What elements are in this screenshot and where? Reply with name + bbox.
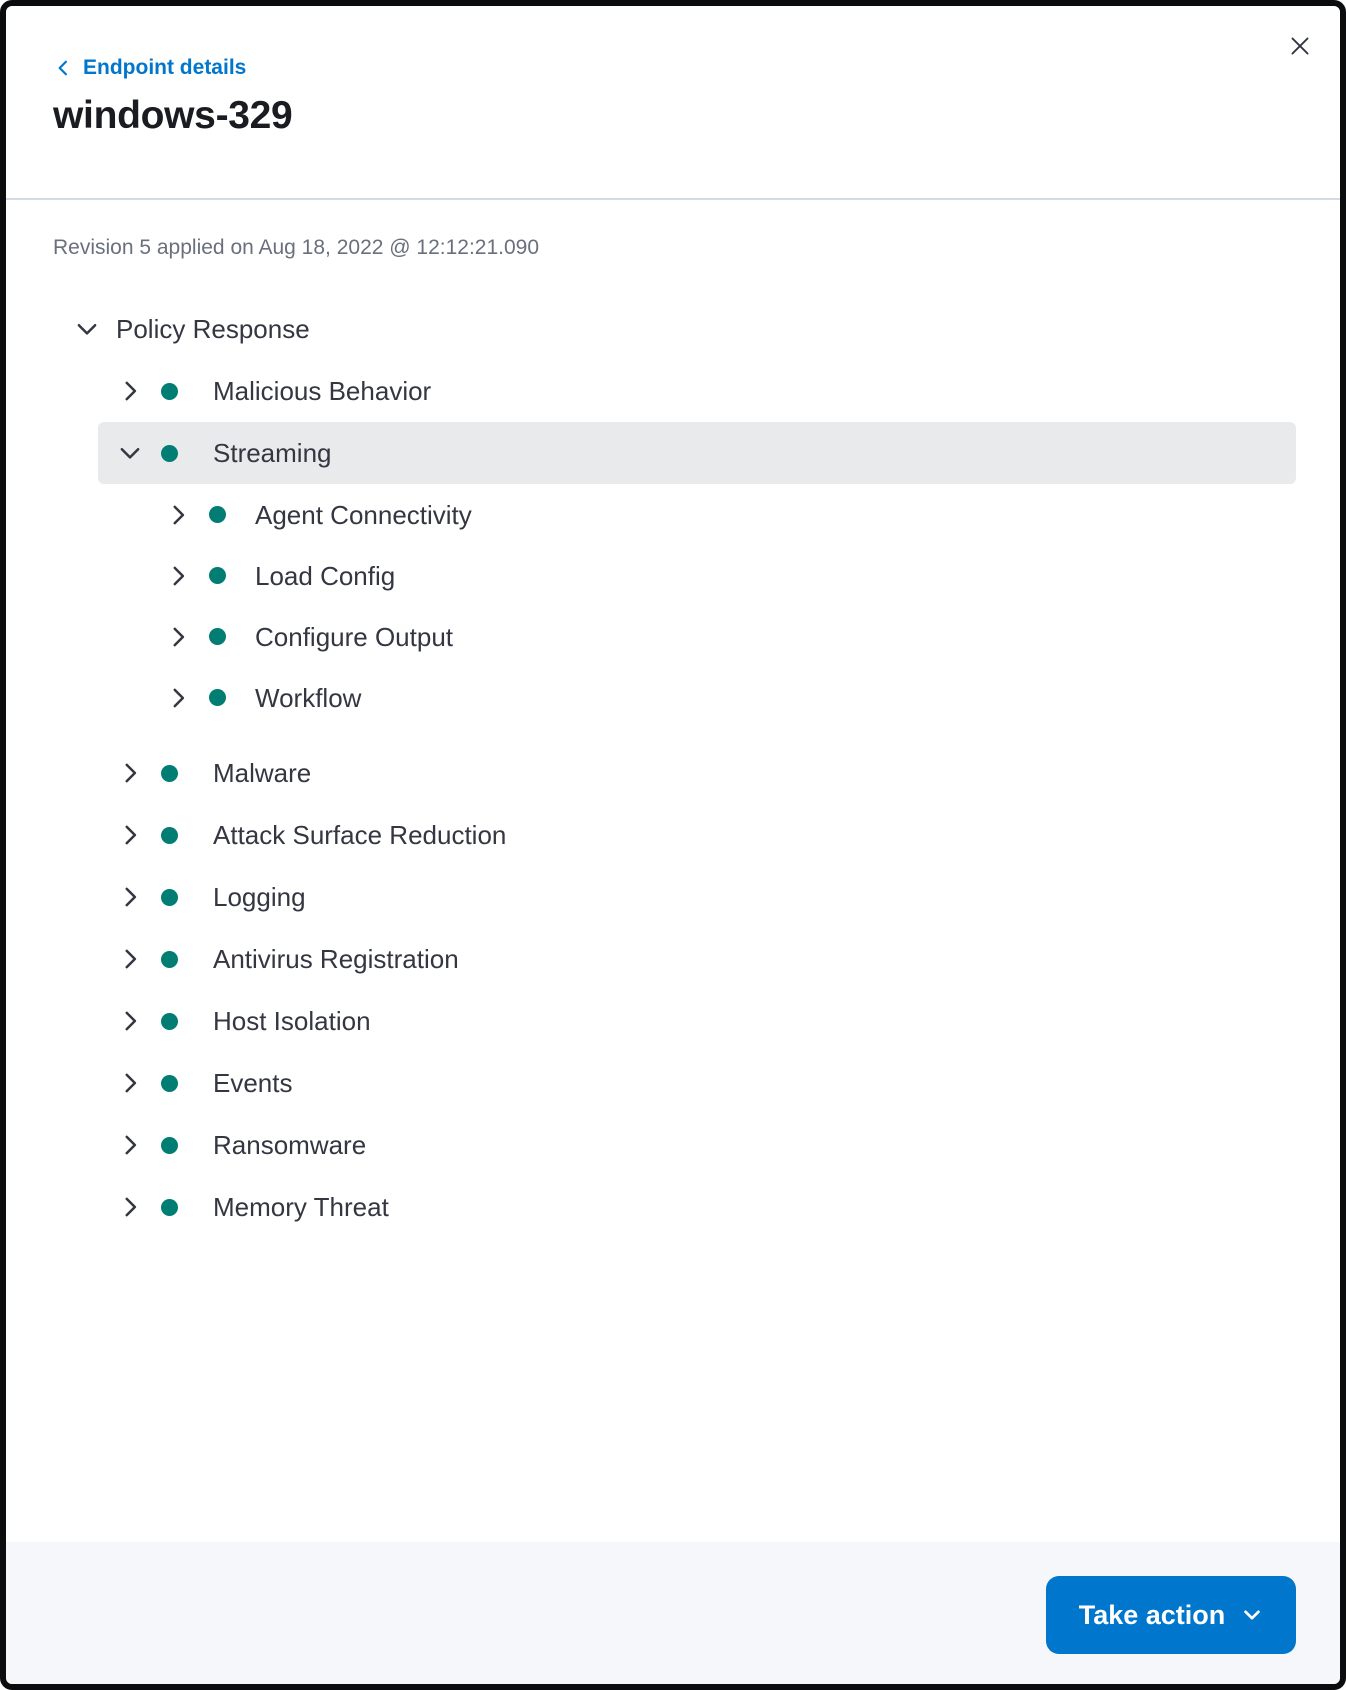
chevron-right-icon[interactable] <box>117 884 143 910</box>
take-action-button[interactable] <box>1046 1576 1296 1654</box>
tree-item-label: Ransomware <box>213 1130 367 1160</box>
status-dot-icon <box>209 506 226 523</box>
tree-item-label: Attack Surface Reduction <box>213 820 507 850</box>
status-dot-icon <box>161 1075 178 1092</box>
status-dot-icon <box>161 1013 178 1030</box>
revision-applied-text: Revision 5 applied on Aug 18, 2022 @ 12:12:21.090 <box>53 236 540 259</box>
tree-item-label: Memory Threat <box>213 1192 389 1222</box>
chevron-down-icon[interactable] <box>74 316 100 342</box>
chevron-left-icon <box>53 58 73 78</box>
chevron-right-icon[interactable] <box>165 502 191 528</box>
tree-item[interactable] <box>98 1176 1296 1238</box>
tree-item[interactable] <box>98 667 1296 728</box>
tree-item[interactable] <box>98 928 1296 990</box>
tree-item-label: Agent Connectivity <box>255 499 472 530</box>
tree-item-label: Workflow <box>255 682 362 713</box>
status-dot-icon <box>161 765 178 782</box>
close-button[interactable] <box>1282 28 1318 64</box>
tree-item[interactable] <box>98 990 1296 1052</box>
policy-response-tree <box>6 298 1340 1238</box>
flyout-body <box>6 234 1340 1238</box>
tree-item[interactable] <box>98 484 1296 545</box>
tree-item-label: Streaming <box>213 438 332 468</box>
tree-item[interactable] <box>98 360 1296 422</box>
chevron-down-icon[interactable] <box>117 440 143 466</box>
tree-item[interactable] <box>98 606 1296 667</box>
status-dot-icon <box>161 889 178 906</box>
status-dot-icon <box>161 951 178 968</box>
chevron-right-icon[interactable] <box>165 624 191 650</box>
status-dot-icon <box>161 445 178 462</box>
tree-item-label: Logging <box>213 882 306 912</box>
tree-item[interactable] <box>98 866 1296 928</box>
status-dot-icon <box>161 383 178 400</box>
tree-item-label: Antivirus Registration <box>213 944 459 974</box>
status-dot-icon <box>161 1199 178 1216</box>
back-to-endpoint-details-link[interactable] <box>53 55 246 81</box>
tree-item-label: Malware <box>213 758 312 788</box>
status-dot-icon <box>209 567 226 584</box>
tree-item[interactable] <box>98 1114 1296 1176</box>
chevron-right-icon[interactable] <box>117 1132 143 1158</box>
status-dot-icon <box>161 827 178 844</box>
tree-root-label: Policy Response <box>116 314 310 344</box>
chevron-right-icon[interactable] <box>117 378 143 404</box>
tree-item[interactable] <box>98 422 1296 484</box>
chevron-right-icon[interactable] <box>117 760 143 786</box>
tree-item[interactable] <box>98 804 1296 866</box>
page-title: windows-329 <box>53 94 293 137</box>
chevron-right-icon[interactable] <box>117 1070 143 1096</box>
tree-item[interactable] <box>98 545 1296 606</box>
tree-item[interactable] <box>98 1052 1296 1114</box>
tree-item-label: Host Isolation <box>213 1006 371 1036</box>
tree-item-label: Configure Output <box>255 621 454 652</box>
status-dot-icon <box>209 628 226 645</box>
flyout-header <box>6 6 1340 200</box>
chevron-right-icon[interactable] <box>165 563 191 589</box>
tree-item-label: Malicious Behavior <box>213 376 432 406</box>
flyout-footer <box>6 1542 1340 1684</box>
tree-item-label: Events <box>213 1068 293 1098</box>
tree-item[interactable] <box>98 742 1296 804</box>
status-dot-icon <box>161 1137 178 1154</box>
close-icon <box>1287 33 1313 59</box>
tree-root-policy-response[interactable] <box>74 298 1296 360</box>
back-link-label: Endpoint details <box>83 56 247 79</box>
status-dot-icon <box>209 689 226 706</box>
chevron-right-icon[interactable] <box>117 946 143 972</box>
tree-item-label: Load Config <box>255 560 396 591</box>
chevron-right-icon[interactable] <box>117 1008 143 1034</box>
take-action-label: Take action <box>1078 1599 1226 1630</box>
chevron-down-icon <box>1241 1604 1263 1626</box>
chevron-right-icon[interactable] <box>165 685 191 711</box>
chevron-right-icon[interactable] <box>117 822 143 848</box>
chevron-right-icon[interactable] <box>117 1194 143 1220</box>
flyout-inner <box>6 6 1340 1684</box>
tree-items <box>6 360 1296 1238</box>
